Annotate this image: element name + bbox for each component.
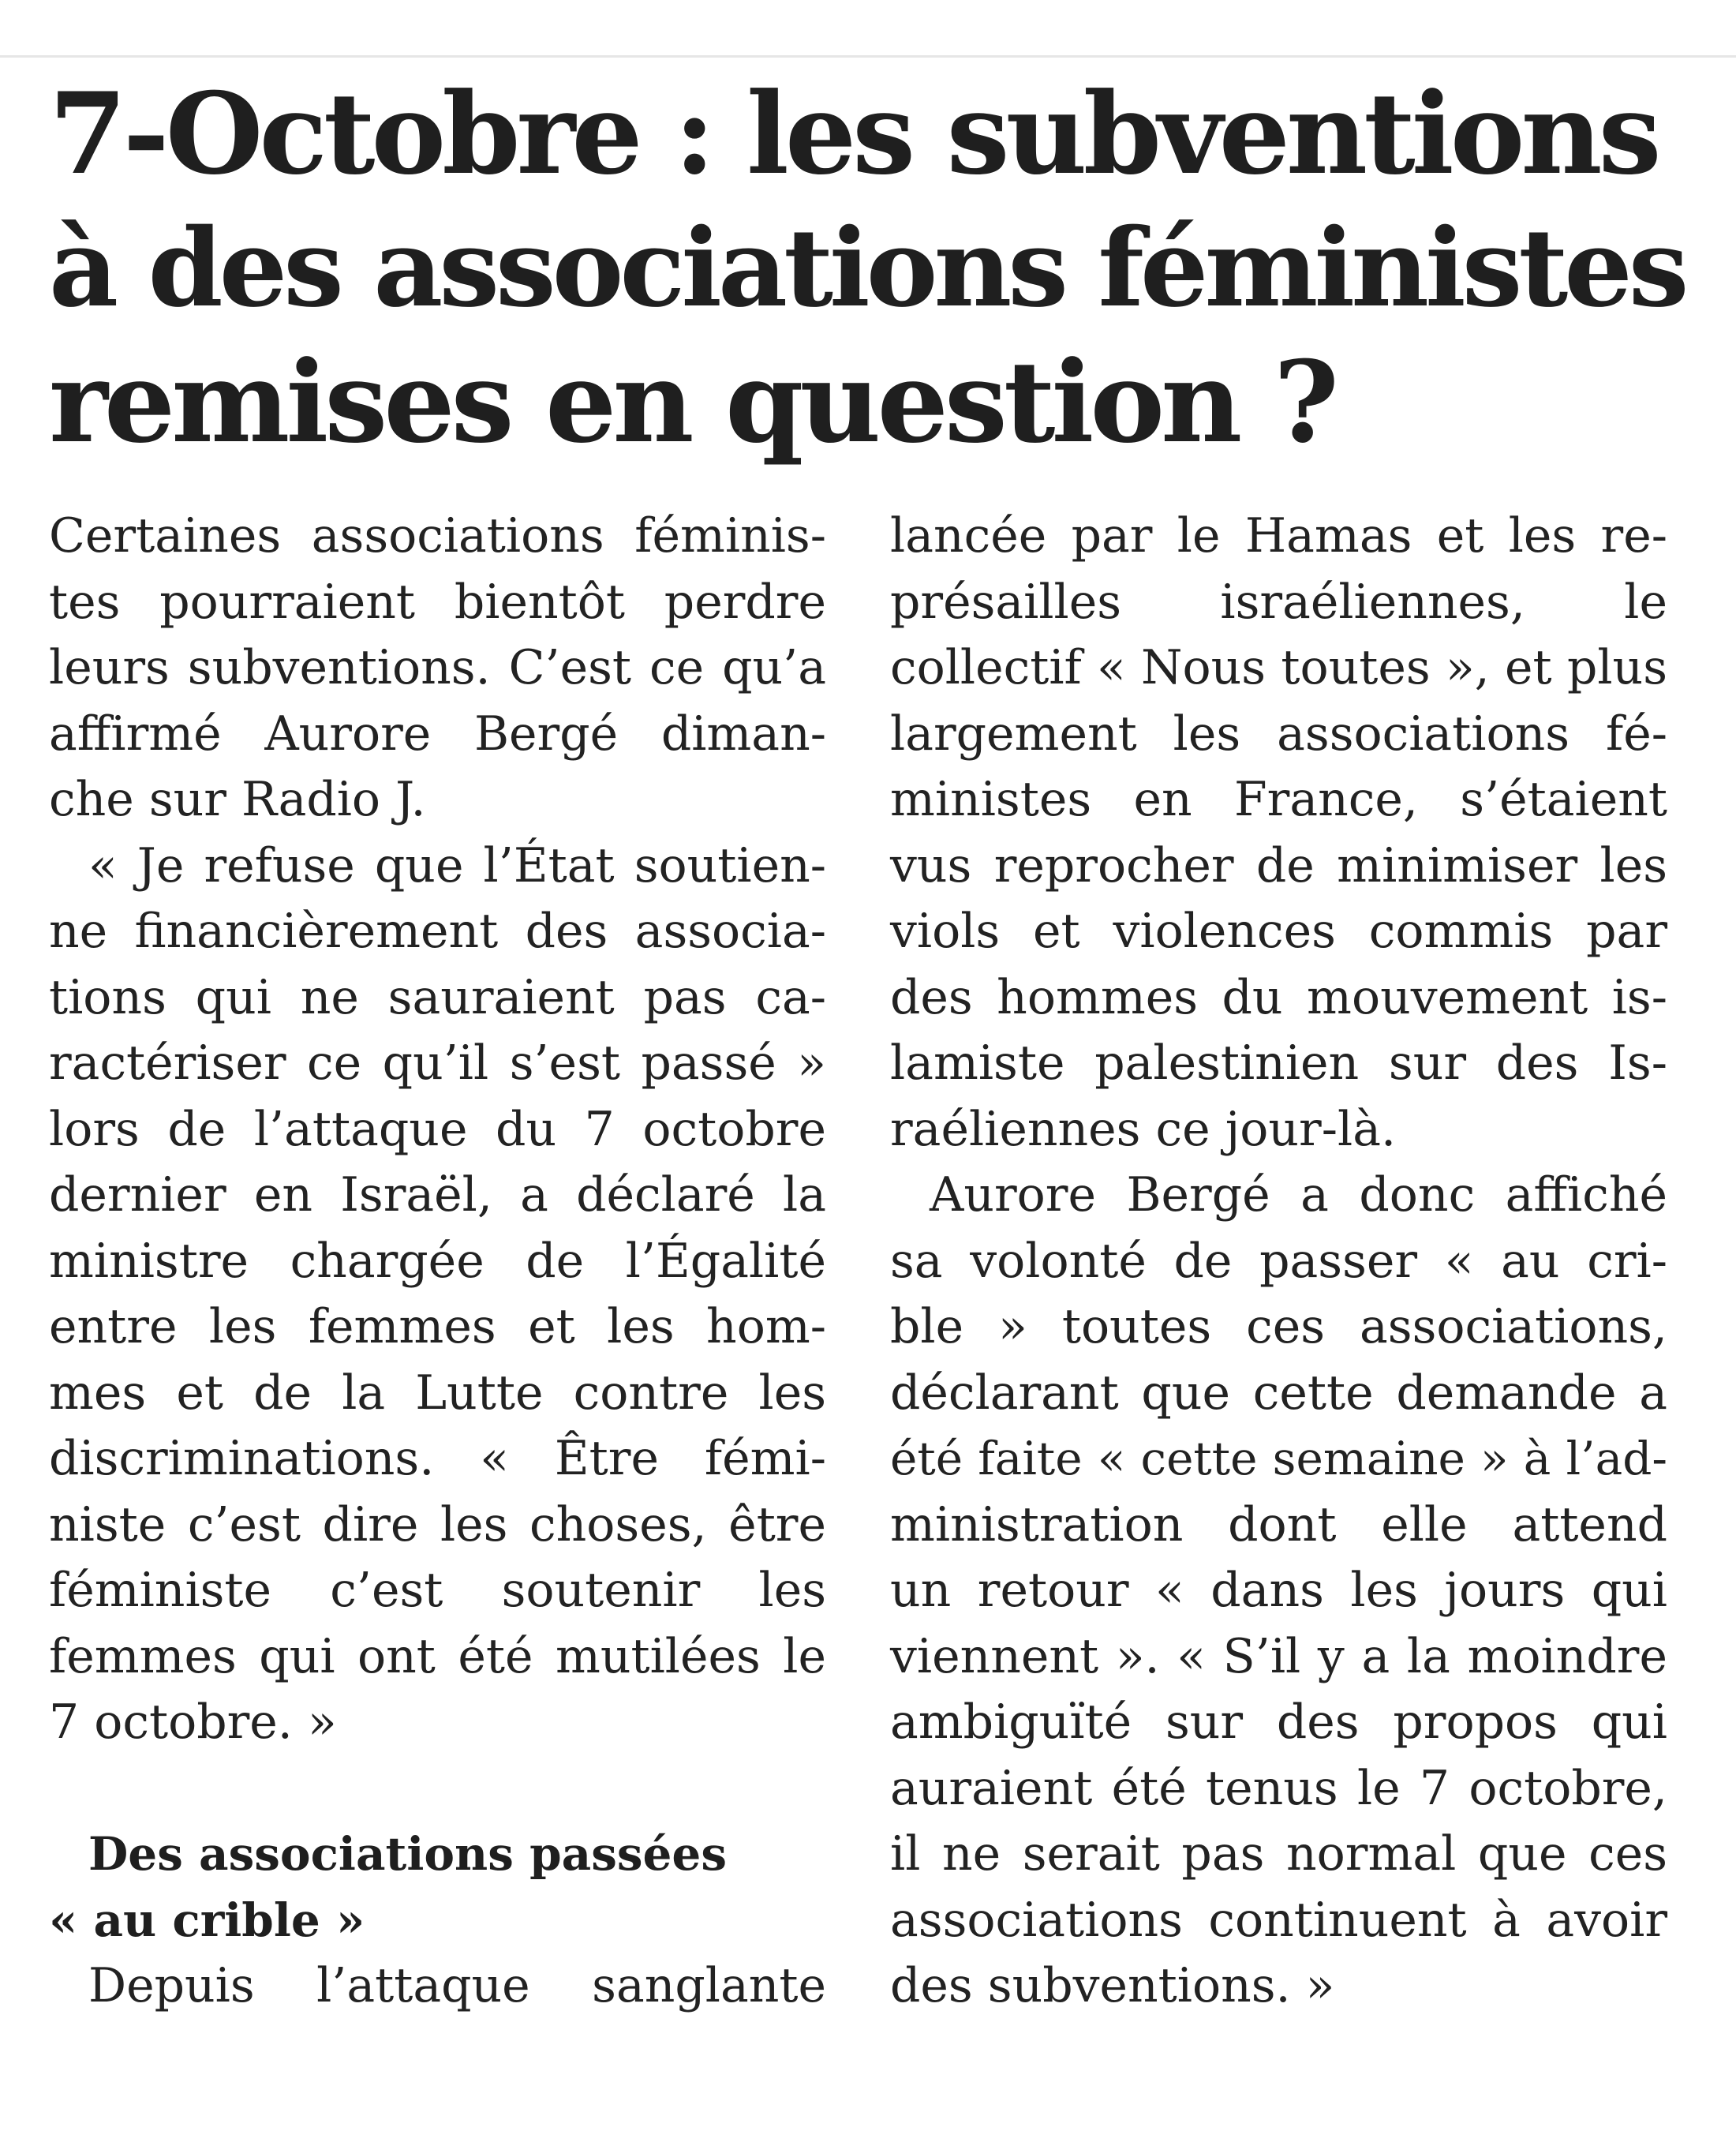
text-line: entre les femmes et les hom-	[49, 1299, 826, 1354]
text-line: raéliennes ce jour-là.	[890, 1101, 1397, 1157]
paragraph-context	[890, 504, 1667, 1163]
text-line: leurs subventions. C’est ce qu’a	[49, 640, 826, 695]
subheading	[49, 1822, 826, 1953]
text-line: ne financièrement des associa-	[49, 904, 826, 959]
text-line: été faite « cette semaine » à l’ad-	[890, 1432, 1667, 1485]
text-line: Aurore Bergé a donc affiché	[930, 1167, 1667, 1223]
text-line: affirmé Aurore Bergé diman-	[49, 706, 826, 762]
text-line: des subventions. »	[890, 1958, 1335, 2013]
text-line: lamiste palestinien sur des Is-	[890, 1035, 1667, 1091]
text-line: ble » toutes ces associations,	[890, 1299, 1667, 1354]
text-line: Depuis l’attaque sanglante	[88, 1958, 826, 2013]
paragraph-minister	[890, 1163, 1667, 2020]
text-line: tions qui ne sauraient pas ca-	[49, 969, 826, 1025]
right-column	[890, 504, 1667, 2020]
text-line: che sur Radio J.	[49, 772, 426, 827]
top-divider	[0, 55, 1736, 58]
text-line: un retour « dans les jours qui	[890, 1563, 1667, 1618]
text-line: déclarant que cette demande a	[890, 1365, 1667, 1421]
headline	[49, 67, 1698, 470]
paragraph-since	[49, 1953, 826, 2020]
text-line: associations continuent à avoir	[890, 1892, 1667, 1948]
text-line: des hommes du mouvement is-	[890, 969, 1667, 1025]
text-line: tes pourraient bientôt perdre	[49, 574, 826, 630]
paragraph-quote	[49, 833, 826, 1756]
subheading-line: Des associations passées	[88, 1827, 727, 1881]
text-line: sa volonté de passer « au cri-	[890, 1233, 1667, 1289]
text-line: mes et de la Lutte contre les	[49, 1365, 826, 1421]
text-line: « Je refuse que l’État soutien-	[88, 837, 826, 893]
text-line: ministration dont elle attend	[890, 1496, 1667, 1552]
text-line: lors de l’attaque du 7 octobre	[49, 1101, 826, 1157]
headline-line: 7-Octobre : les subventions	[49, 69, 1658, 200]
left-column	[49, 504, 826, 2020]
text-line: discriminations. « Être fémi-	[49, 1431, 826, 1486]
text-line: niste c’est dire les choses, être	[49, 1496, 826, 1552]
text-line: viennent ». « S’il y a la moindre	[890, 1628, 1667, 1684]
text-line: lancée par le Hamas et les re-	[890, 508, 1667, 564]
paragraph-intro	[49, 504, 826, 833]
text-line: féministe c’est soutenir les	[49, 1563, 826, 1618]
text-line: ministes en France, s’étaient	[890, 772, 1667, 827]
text-line: vus reprocher de minimiser les	[890, 837, 1667, 893]
spacer	[49, 1756, 826, 1822]
subheading-line: « au crible »	[49, 1893, 365, 1947]
text-line: collectif « Nous toutes », et plus	[890, 640, 1667, 695]
text-line: présailles israéliennes, le	[890, 574, 1667, 630]
text-line: viols et violences commis par	[890, 904, 1667, 959]
text-line: femmes qui ont été mutilées le	[49, 1628, 826, 1684]
text-line: dernier en Israël, a déclaré la	[49, 1167, 826, 1223]
text-line: ambiguïté sur des propos qui	[890, 1695, 1667, 1750]
headline-line: à des associations féministes	[49, 205, 1685, 331]
text-line: Certaines associations féminis-	[49, 508, 826, 564]
text-line: ministre chargée de l’Égalité	[49, 1233, 826, 1289]
text-line: largement les associations fé-	[890, 706, 1667, 762]
headline-line: remises en question ?	[49, 337, 1335, 468]
text-line: il ne serait pas normal que ces	[890, 1826, 1667, 1882]
text-line: auraient été tenus le 7 octobre,	[890, 1760, 1667, 1816]
text-line: 7 octobre. »	[49, 1695, 337, 1750]
text-line: ractériser ce qu’il s’est passé »	[49, 1035, 826, 1091]
